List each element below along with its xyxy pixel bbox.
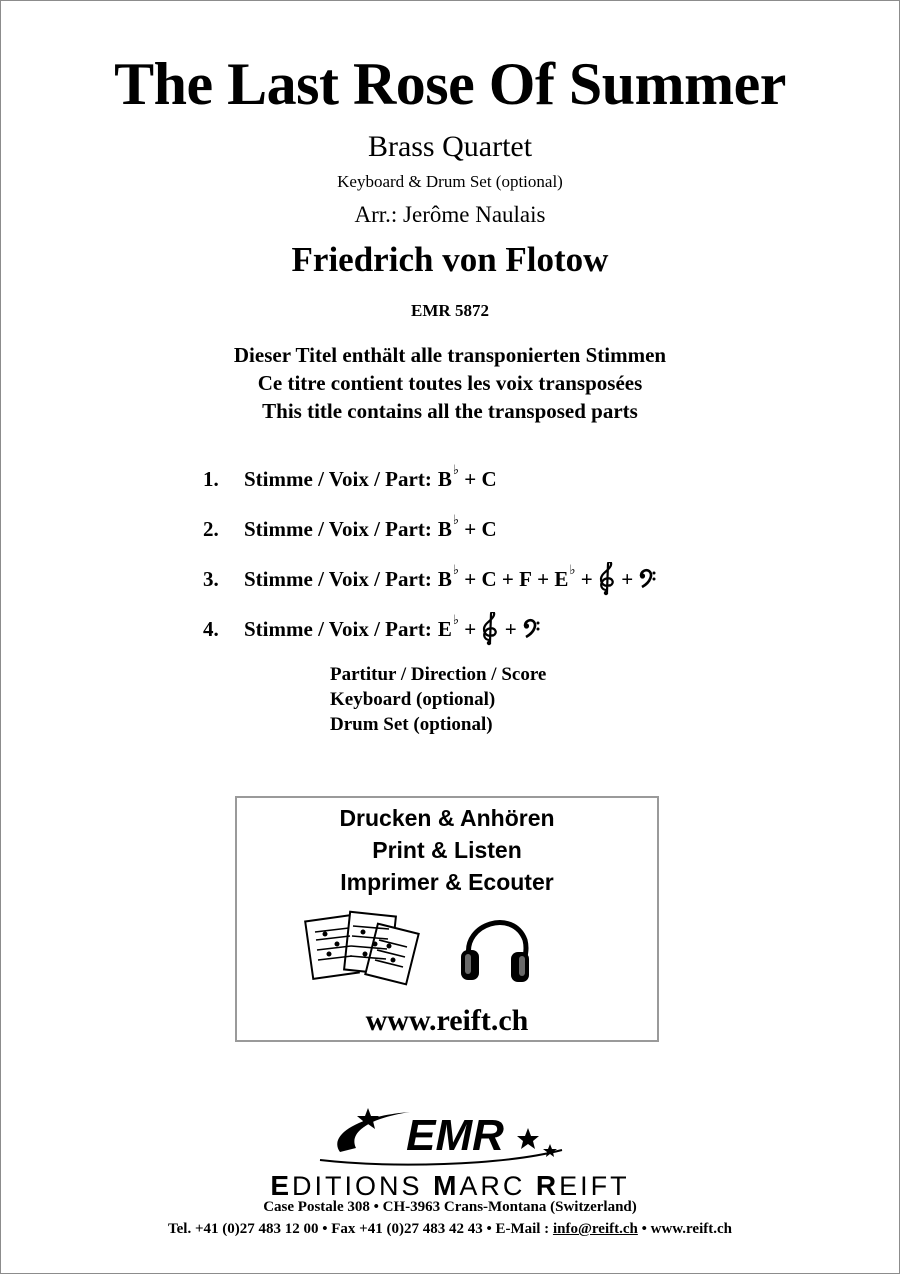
key-b: B: [437, 516, 452, 541]
logo-graphic: [300, 1104, 600, 1170]
flat-icon: ♭: [452, 612, 459, 627]
part-number: 4.: [203, 616, 219, 641]
promo-line-english: Print & Listen: [372, 837, 522, 863]
promo-line-french: Imprimer & Ecouter: [340, 869, 554, 895]
part-keys: [438, 562, 659, 596]
plus-sign: +: [464, 566, 477, 591]
plus-sign: +: [537, 566, 550, 591]
part-row: [203, 604, 658, 654]
promo-website[interactable]: www.reift.ch: [365, 1004, 529, 1037]
part-label: Stimme / Voix / Part:: [244, 466, 432, 491]
publisher-initial: R: [535, 1170, 560, 1201]
plus-sign: +: [501, 566, 514, 591]
promo-text: [237, 802, 657, 898]
part-row: [203, 454, 658, 504]
part-row: [203, 504, 658, 554]
treble-clef-icon: [481, 612, 499, 646]
note-line-english: This title contains all the transposed parts: [262, 399, 638, 423]
composer-name: Friedrich von Flotow: [291, 240, 609, 279]
key-c: C: [481, 466, 497, 491]
ensemble-subtitle: Brass Quartet: [367, 130, 533, 163]
catalog-number: EMR 5872: [411, 301, 489, 320]
part-label: Stimme / Voix / Part:: [244, 616, 432, 641]
plus-sign: +: [464, 516, 477, 541]
extra-part-score: Partitur / Direction / Score: [330, 664, 547, 685]
transposition-note: [0, 341, 900, 425]
sheet-music-icon: [305, 912, 418, 985]
publisher-word: EIFT: [559, 1171, 630, 1201]
emr-logo: [300, 1104, 600, 1175]
score-title: The Last Rose Of Summer: [114, 51, 786, 117]
promo-illustrations: [303, 904, 543, 986]
publisher-name: [0, 1170, 900, 1202]
key-b: B: [437, 466, 452, 491]
part-keys: [437, 462, 497, 492]
plus-sign: +: [580, 566, 593, 591]
plus-sign: +: [464, 466, 477, 491]
key-c: C: [481, 516, 497, 541]
print-listen-box: [235, 796, 659, 1042]
contact-phone-fax: Tel. +41 (0)27 483 12 00 • Fax +41 (0)27 483 42 43 • E-Mail :: [168, 1221, 553, 1237]
bass-clef-icon: [522, 618, 542, 640]
flat-icon: ♭: [452, 462, 459, 477]
part-row: [203, 554, 658, 604]
key-e: E: [554, 566, 569, 591]
headphones-icon: [461, 923, 529, 982]
flat-icon: ♭: [569, 562, 576, 577]
key-f: F: [519, 566, 532, 591]
part-keys: [437, 512, 497, 542]
publisher-initial: M: [433, 1170, 460, 1201]
promo-line-german: Drucken & Anhören: [339, 805, 555, 831]
part-keys: [438, 612, 542, 646]
logo-text: EMR: [406, 1111, 504, 1160]
key-b: B: [437, 566, 452, 591]
plus-sign: +: [504, 616, 517, 641]
flat-icon: ♭: [452, 562, 459, 577]
email-link[interactable]: info@reift.ch: [552, 1221, 638, 1237]
key-e: E: [437, 616, 452, 641]
part-number: 3.: [203, 566, 219, 591]
parts-list: [203, 454, 658, 654]
publisher-contact: [0, 1221, 900, 1238]
contact-website[interactable]: • www.reift.ch: [637, 1221, 732, 1237]
plus-sign: +: [464, 616, 477, 641]
part-label: Stimme / Voix / Part:: [244, 566, 432, 591]
flat-icon: ♭: [452, 512, 459, 527]
additional-parts: [330, 662, 546, 737]
part-number: 2.: [203, 516, 219, 541]
bass-clef-icon: [638, 568, 658, 590]
publisher-word: DITIONS: [292, 1171, 434, 1201]
plus-sign: +: [621, 566, 634, 591]
publisher-word: ARC: [459, 1171, 536, 1201]
part-number: 1.: [203, 466, 219, 491]
arranger-credit: Arr.: Jerôme Naulais: [354, 202, 546, 227]
optional-instruments: Keyboard & Drum Set (optional): [337, 172, 563, 191]
publisher-initial: E: [270, 1170, 293, 1201]
extra-part-drums: Drum Set (optional): [330, 714, 493, 735]
treble-clef-icon: [598, 562, 616, 596]
note-line-french: Ce titre contient toutes les voix transposées: [257, 371, 643, 395]
publisher-address: Case Postale 308 • CH-3963 Crans-Montana (Switzerland): [263, 1199, 637, 1215]
key-c: C: [481, 566, 497, 591]
part-label: Stimme / Voix / Part:: [244, 516, 432, 541]
note-line-german: Dieser Titel enthält alle transponierten Stimmen: [233, 343, 667, 367]
extra-part-keyboard: Keyboard (optional): [330, 689, 496, 710]
